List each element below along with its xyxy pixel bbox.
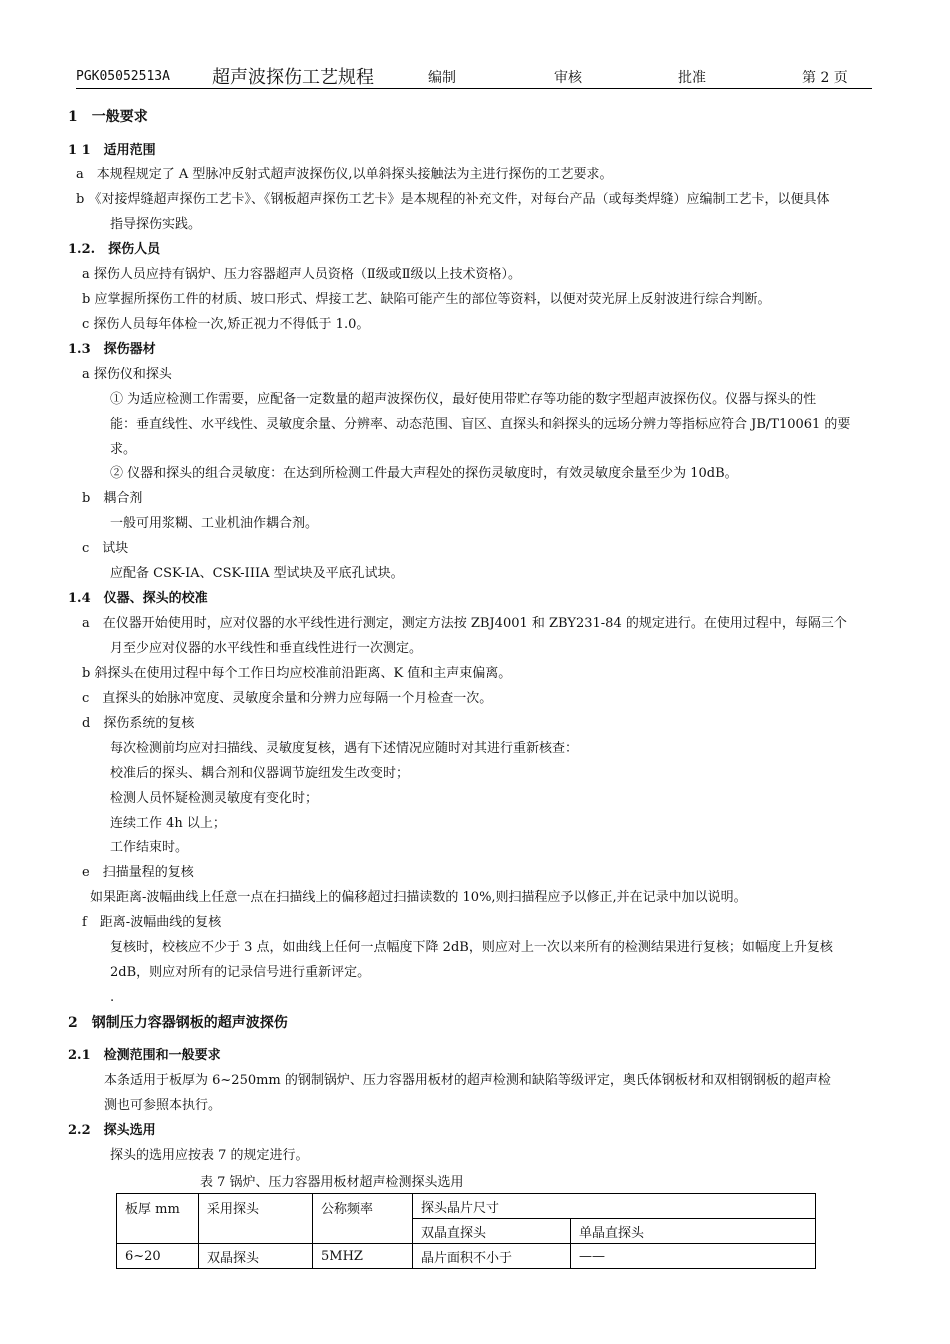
paragraph: 如果距离-波幅曲线上任意一点在扫描线上的偏移超过扫描读数的 10%,则扫描程应予以修正,并在记录中加以说明。	[90, 890, 747, 905]
paragraph: b 应掌握所探伤工件的材质、坡口形式、焊接工艺、缺陷可能产生的部位等资料，以便对荧光屏上反射波进行综合判断。	[82, 292, 771, 307]
table-header-cell: 单晶直探头	[571, 1219, 816, 1244]
paragraph: 工作结束时。	[110, 840, 189, 855]
paragraph: 2dB，则应对所有的记录信号进行重新评定。	[110, 965, 371, 980]
paragraph: 应配备 CSK-IA、CSK-IIIA 型试块及平底孔试块。	[110, 566, 404, 581]
paragraph: c 直探头的始脉冲宽度、灵敏度余量和分辨力应每隔一个月检查一次。	[82, 691, 493, 706]
paragraph: b 《对接焊缝超声探伤工艺卡》、《钢板超声探伤工艺卡》是本规程的补充文件，对每台产品（或每类焊缝）应编制工艺卡，以便具体	[76, 192, 830, 207]
paragraph: 检测人员怀疑检测灵敏度有变化时；	[110, 791, 319, 806]
paragraph: d 探伤系统的复核	[82, 716, 195, 731]
paragraph: .	[110, 990, 115, 1005]
paragraph: b 耦合剂	[82, 491, 143, 506]
paragraph: 求。	[110, 442, 137, 457]
page-number: 第 2 页	[802, 70, 848, 86]
paragraph: 一般可用浆糊、工业机油作耦合剂。	[110, 516, 319, 531]
paragraph: 指导探伤实践。	[110, 217, 202, 232]
probe-selection-table	[116, 1193, 816, 1269]
paragraph: e 扫描量程的复核	[82, 865, 194, 880]
section-1-1-heading: 1 1 适用范围	[68, 143, 156, 158]
table-cell: 5MHZ	[313, 1244, 413, 1269]
paragraph: c 试块	[82, 541, 129, 556]
section-1-4-heading: 1.4 仪器、探头的校准	[68, 591, 208, 606]
section-1-heading: 1 一般要求	[68, 109, 148, 125]
paragraph: f 距离-波幅曲线的复核	[82, 915, 222, 930]
paragraph: 探头的选用应按表 7 的规定进行。	[110, 1148, 309, 1163]
header-reviewed-label: 审核	[554, 70, 582, 86]
table-cell: ——	[571, 1244, 816, 1269]
paragraph: a 在仪器开始使用时，应对仪器的水平线性进行测定，测定方法按 ZBJ4001 和 ZBY231-84 的规定进行。在使用过程中，每隔三个	[82, 616, 847, 631]
table-row	[117, 1244, 816, 1269]
table-header-row	[117, 1194, 816, 1219]
paragraph: ① 为适应检测工作需要，应配备一定数量的超声波探伤仪，最好使用带贮存等功能的数字型超声波探伤仪。仪器与探头的性	[110, 392, 817, 407]
section-2-1-heading: 2.1 检测范围和一般要求	[68, 1048, 221, 1063]
paragraph: b 斜探头在使用过程中每个工作日均应校准前沿距离、K 值和主声束偏离。	[82, 666, 512, 681]
document-title: 超声波探伤工艺规程	[212, 67, 374, 88]
section-2-heading: 2 钢制压力容器钢板的超声波探伤	[68, 1015, 288, 1031]
paragraph: ② 仪器和探头的组合灵敏度：在达到所检测工件最大声程处的探伤灵敏度时，有效灵敏度余量至少为 10dB。	[110, 466, 738, 481]
section-1-2-heading: 1.2. 探伤人员	[68, 242, 161, 257]
paragraph: 连续工作 4h 以上；	[110, 816, 226, 831]
table-header-cell: 板厚 mm	[117, 1194, 199, 1244]
section-2-2-heading: 2.2 探头选用	[68, 1123, 156, 1138]
table-cell: 双晶探头	[199, 1244, 313, 1269]
document-code: PGK05052513A	[76, 69, 170, 84]
paragraph: a 探伤仪和探头	[82, 367, 172, 382]
paragraph: 复核时，校核应不少于 3 点，如曲线上任何一点幅度下降 2dB，则应对上一次以来所有的检测结果进行复核；如幅度上升复核	[110, 940, 833, 955]
paragraph: 月至少应对仪器的水平线性和垂直线性进行一次测定。	[110, 641, 423, 656]
paragraph: 能：垂直线性、水平线性、灵敏度余量、分辨率、动态范围、盲区、直探头和斜探头的远场分辨力等指标应符合 JB/T10061 的要	[110, 417, 851, 432]
paragraph: a 本规程规定了 A 型脉冲反射式超声波探伤仪,以单斜探头接触法为主进行探伤的工艺要求。	[76, 167, 613, 182]
table-header-cell: 公称频率	[313, 1194, 413, 1244]
table-header-cell: 双晶直探头	[413, 1219, 571, 1244]
table-header-cell: 采用探头	[199, 1194, 313, 1244]
paragraph: 校准后的探头、耦合剂和仪器调节旋纽发生改变时；	[110, 766, 410, 781]
paragraph: a 探伤人员应持有锅炉、压力容器超声人员资格（Ⅱ级或Ⅱ级以上技术资格）。	[82, 267, 522, 282]
paragraph: 每次检测前均应对扫描线、灵敏度复核，遇有下述情况应随时对其进行重新核查：	[110, 741, 579, 756]
section-1-3-heading: 1.3 探伤器材	[68, 342, 156, 357]
paragraph: c 探伤人员每年体检一次,矫正视力不得低于 1.0。	[82, 317, 370, 332]
table-cell: 6~20	[117, 1244, 199, 1269]
header-approved-label: 批准	[678, 70, 706, 86]
table-header-cell: 探头晶片尺寸	[413, 1194, 816, 1219]
paragraph: 测也可参照本执行。	[104, 1098, 222, 1113]
paragraph: 本条适用于板厚为 6~250mm 的钢制锅炉、压力容器用板材的超声检测和缺陷等级评定，奥氏体钢板材和双相钢钢板的超声检	[104, 1073, 831, 1088]
table-cell: 晶片面积不小于	[413, 1244, 571, 1269]
header-prepared-label: 编制	[428, 70, 456, 86]
table-caption: 表 7 锅炉、压力容器用板材超声检测探头选用	[200, 1175, 464, 1190]
page-header	[76, 66, 872, 89]
